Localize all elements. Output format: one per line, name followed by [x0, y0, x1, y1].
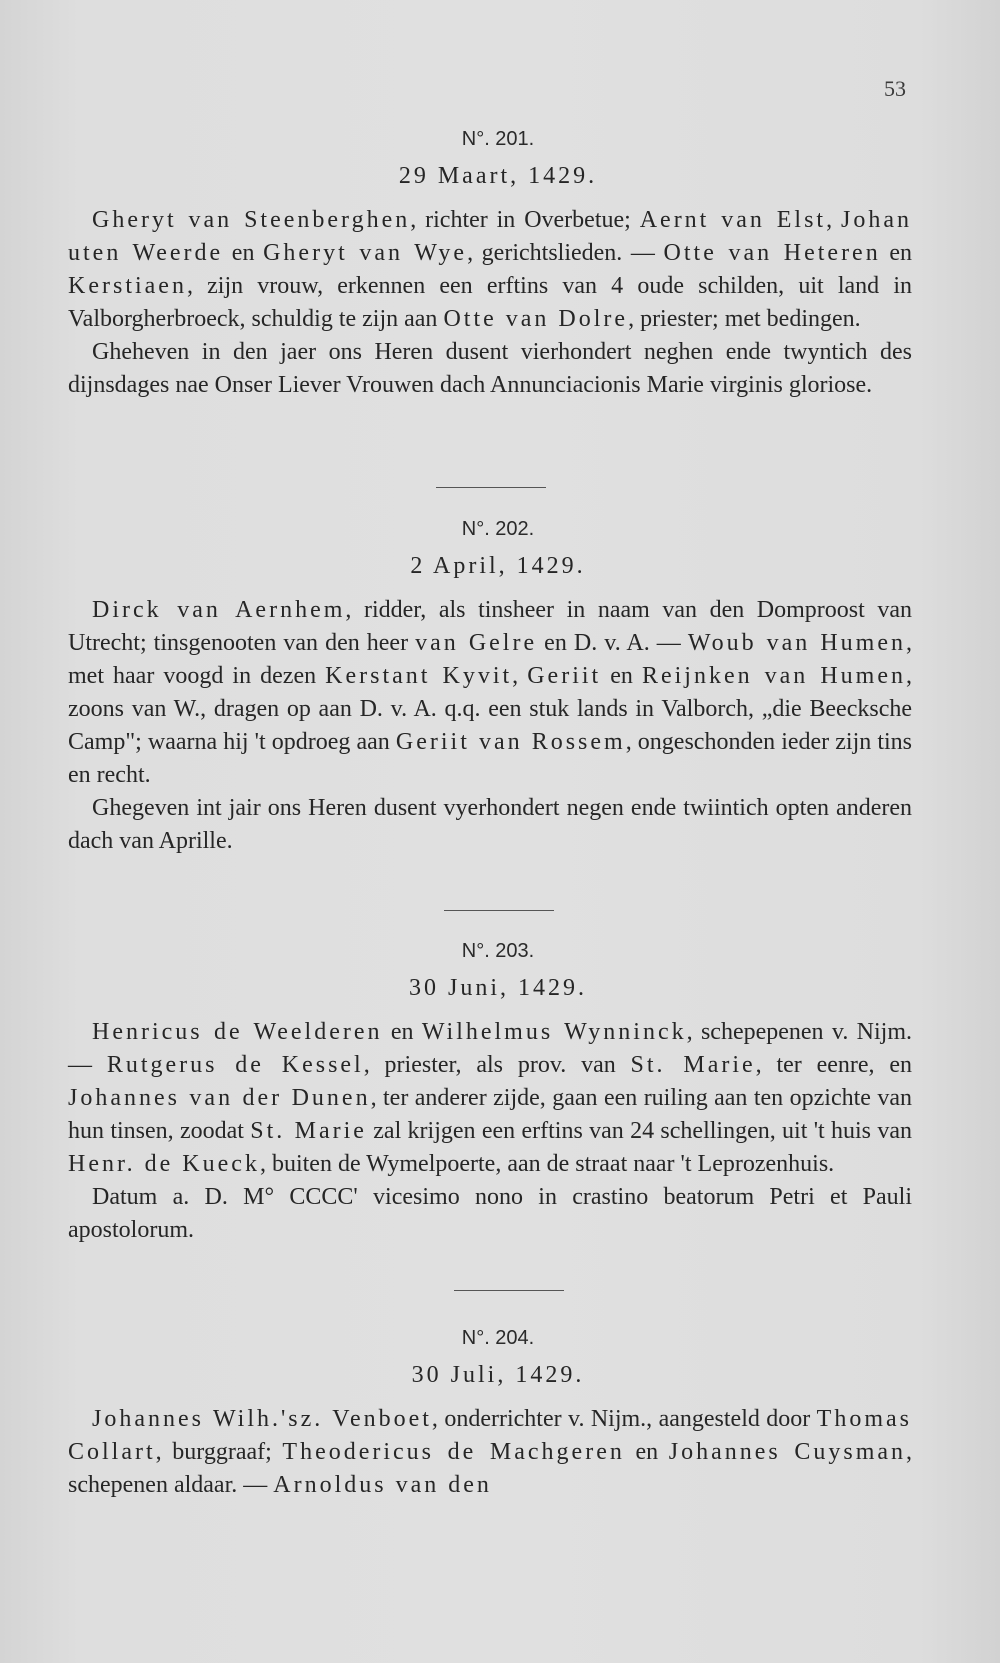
text-run: , gerichtslieden. —: [467, 240, 664, 266]
entry-number: N°. 204.: [461, 1327, 535, 1349]
text-run: en: [624, 1439, 669, 1465]
person-name: Henr. de Kueck: [68, 1151, 260, 1177]
section-divider: [444, 910, 554, 911]
text-run: , ter anderer zijde, gaan een ruiling aan ten opzichte van hun tinsen, zoodat: [68, 1085, 912, 1144]
entry-text: [68, 594, 912, 792]
entry-201: [68, 128, 912, 402]
person-name: Dirck van Aernhem: [92, 597, 346, 623]
text-run: en D. v. A. —: [537, 630, 688, 656]
text-run: ,: [826, 207, 841, 233]
person-name: Gheryt van Wye: [263, 240, 468, 266]
text-run: , richter in Overbetue;: [410, 207, 640, 233]
text-run: , priester; met bedingen.: [628, 306, 861, 332]
entry-date: 30 Juli, 1429.: [411, 1362, 585, 1388]
person-name: Otte van Heteren: [663, 240, 881, 266]
entry-204: [68, 1327, 912, 1502]
text-run: , schepepenen v. Nijm. —: [68, 1019, 912, 1078]
text-run: , buiten de Wymelpoerte, aan de straat naar 't Leprozenhuis.: [259, 1151, 835, 1177]
person-name: Henricus de Weelderen: [92, 1019, 383, 1045]
section-divider: [436, 487, 546, 488]
person-name: Reijnken van Humen: [641, 663, 906, 689]
entry-date: 29 Maart, 1429.: [398, 163, 598, 189]
person-name: Otte van Dolre: [443, 306, 629, 332]
person-name: Theodericus de Machgeren: [282, 1439, 625, 1465]
text-run: , ridder, als tinsheer in naam van den Domproost van Utrecht; tinsgenooten van den heer: [68, 597, 912, 656]
person-name: Johan uten Weerde: [68, 207, 912, 266]
text-run: en: [223, 240, 264, 266]
entry-closing: Ghegeven int jair ons Heren dusent vyerhondert negen ende twiintich opten anderen dach van Aprille.: [68, 795, 912, 854]
entry-date: 2 April, 1429.: [410, 553, 586, 579]
entry-closing: Gheheven in den jaer ons Heren dusent vierhondert neghen ende twyntich des dijnsdages nae Onser Liever Vrouwen dach Annunciacionis Marie virginis gloriose.: [68, 339, 912, 398]
person-name: Geriit van Rossem: [395, 729, 626, 755]
text-run: , ter eenre, en: [755, 1052, 913, 1078]
text-run: , priester, als prov. van: [363, 1052, 631, 1078]
text-run: , ongeschonden ieder zijn tins en recht.: [68, 729, 912, 788]
section-divider: [454, 1290, 564, 1291]
entry-203: [68, 940, 912, 1247]
person-name: Gheryt van Steenberghen: [92, 207, 411, 233]
text-run: , burggraaf;: [155, 1439, 283, 1465]
entry-number: N°. 203.: [461, 940, 535, 962]
person-name: Kerstant Kyvit: [325, 663, 513, 689]
person-name: van Gelre: [415, 630, 538, 656]
person-name: Arnoldus van den: [273, 1472, 492, 1498]
person-name: Johannes Cuysman: [668, 1439, 907, 1465]
entry-text: [68, 204, 912, 336]
entry-number: N°. 202.: [461, 518, 535, 540]
person-name: Johannes van der Dunen: [68, 1085, 371, 1111]
person-name: Wilhelmus Wynninck: [421, 1019, 687, 1045]
person-name: Rutgerus de Kessel: [106, 1052, 364, 1078]
person-name: St. Marie: [630, 1052, 756, 1078]
entry-closing: Datum a. D. M° CCCC' vicesimo nono in crastino beatorum Petri et Pauli apostolorum.: [68, 1184, 912, 1243]
person-name: St. Marie: [250, 1118, 367, 1144]
person-name: Aernt van Elst: [639, 207, 827, 233]
text-run: , zijn vrouw, erkennen een erftins van 4 oude schilden, uit land in Valborgherbroeck, schuldig te zijn aan: [68, 273, 912, 332]
person-name: Woub van Humen: [687, 630, 906, 656]
text-run: en: [880, 240, 912, 266]
text-run: ,: [512, 663, 528, 689]
text-run: , onderrichter v. Nijm., aangesteld door: [431, 1406, 817, 1432]
text-run: , schepenen aldaar. —: [68, 1439, 913, 1498]
entry-number: N°. 201.: [461, 128, 535, 150]
person-name: Johannes Wilh.'sz. Venboet: [92, 1406, 432, 1432]
person-name: Thomas Collart: [68, 1406, 912, 1465]
text-run: en: [601, 663, 642, 689]
page-number: 53: [884, 76, 906, 101]
person-name: Geriit: [527, 663, 602, 689]
text-run: , zoons van W., dragen op aan D. v. A. q.q. een stuk lands in Valborch, „die Beeckschе Camp"; waarna hij 't opdroeg aan: [68, 663, 912, 755]
text-run: zal krijgen een erftins van 24 schellingen, uit 't huis van: [366, 1118, 913, 1144]
person-name: Kerstiaen: [68, 273, 187, 299]
entry-text: [68, 1016, 912, 1181]
text-run: , met haar voogd in dezen: [68, 630, 912, 689]
text-run: en: [382, 1019, 422, 1045]
entry-date: 30 Juni, 1429.: [408, 975, 587, 1001]
entry-202: [68, 518, 912, 858]
entry-text: [68, 1403, 912, 1502]
